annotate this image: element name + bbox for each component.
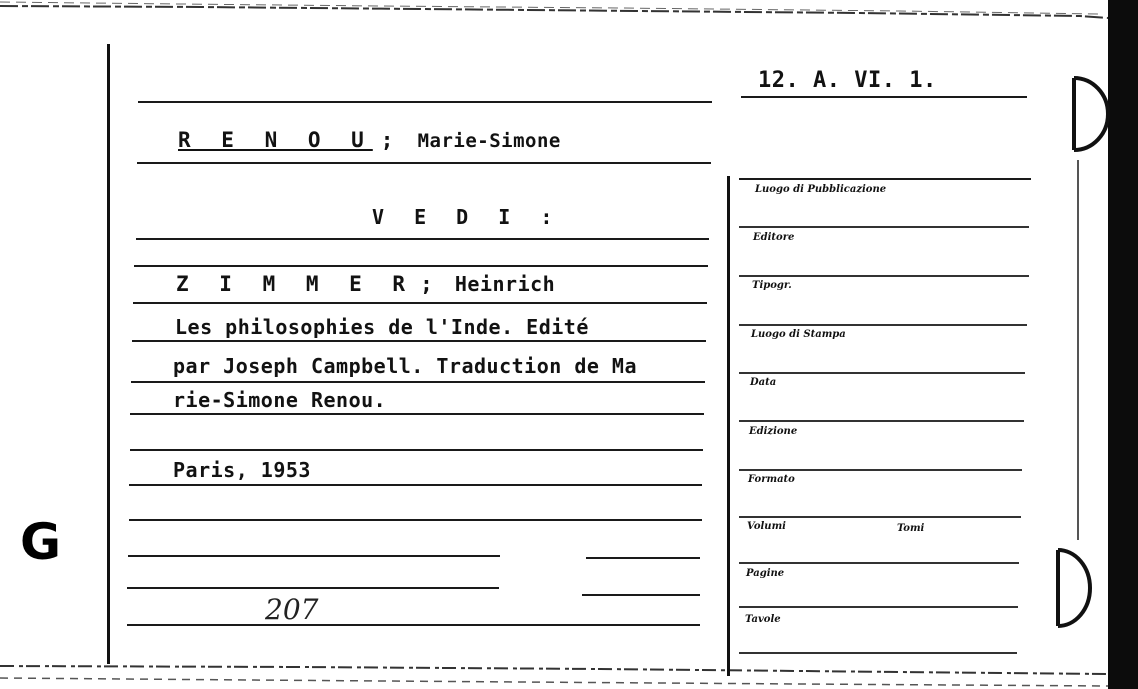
rule-line — [132, 340, 706, 342]
rule-line — [130, 449, 703, 451]
form-label-volumi: Volumi — [747, 521, 786, 532]
form-rule — [739, 420, 1024, 422]
right-margin-line — [1077, 160, 1079, 540]
scan-edge-top — [0, 0, 1138, 22]
form-rule — [739, 324, 1027, 326]
form-rule — [739, 562, 1019, 564]
reference-heading — [176, 272, 555, 296]
author-given-name: Marie-Simone — [417, 130, 561, 152]
section-letter: G — [20, 513, 62, 571]
reference-surname: Z I M M E R — [176, 272, 415, 296]
rule-line — [129, 484, 702, 486]
form-label-formato: Formato — [748, 474, 795, 485]
form-rule — [739, 275, 1029, 277]
form-label-data: Data — [750, 377, 777, 388]
rule-line — [138, 101, 712, 103]
imprint: Paris, 1953 — [173, 458, 311, 482]
author-separator: ; — [380, 128, 394, 152]
reference-separator: ; — [420, 272, 434, 296]
handwritten-number: 207 — [265, 593, 319, 626]
form-rule — [739, 469, 1022, 471]
form-label-tomi: Tomi — [897, 523, 925, 534]
see-label: V E D I : — [372, 205, 562, 229]
binding-hole-top — [1068, 74, 1116, 154]
form-label-luogo-stampa: Luogo di Stampa — [751, 329, 846, 340]
rule-line — [137, 162, 711, 164]
binding-hole-bottom — [1050, 546, 1098, 630]
rule-line — [136, 238, 709, 240]
rule-line — [130, 413, 704, 415]
form-rule — [739, 606, 1018, 608]
rule-line — [131, 381, 705, 383]
form-label-tipografia: Tipogr. — [752, 280, 792, 291]
rule-line — [127, 624, 700, 626]
form-label-editore: Editore — [753, 232, 795, 243]
form-rule — [739, 516, 1021, 518]
form-rule — [739, 372, 1025, 374]
form-label-edizione: Edizione — [749, 426, 798, 437]
rule-line — [128, 555, 500, 557]
card-left-border — [107, 44, 110, 664]
rule-line — [582, 594, 700, 596]
form-rule — [739, 652, 1017, 654]
shelfmark: 12. A. VI. 1. — [758, 68, 937, 93]
form-top-border — [739, 178, 1031, 180]
reference-line: rie-Simone Renou. — [173, 388, 387, 412]
rule-line — [129, 519, 702, 521]
rule-line — [133, 302, 707, 304]
scan-edge-bottom — [0, 660, 1138, 689]
form-label-pagine: Pagine — [746, 568, 785, 579]
rule-line — [127, 587, 499, 589]
author-surname: R E N O U — [178, 128, 373, 152]
shelfmark-rule — [741, 96, 1027, 98]
rule-line — [586, 557, 700, 559]
rule-line — [134, 265, 708, 267]
author-heading — [178, 128, 561, 152]
reference-given-name: Heinrich — [454, 272, 556, 296]
form-label-luogo-pubblicazione: Luogo di Pubblicazione — [755, 184, 887, 195]
form-rule — [739, 226, 1029, 228]
reference-line: par Joseph Campbell. Traduction de Ma — [173, 354, 638, 378]
form-label-tavole: Tavole — [745, 614, 781, 625]
form-left-border — [727, 176, 730, 676]
reference-line: Les philosophies de l'Inde. Edité — [175, 315, 589, 339]
